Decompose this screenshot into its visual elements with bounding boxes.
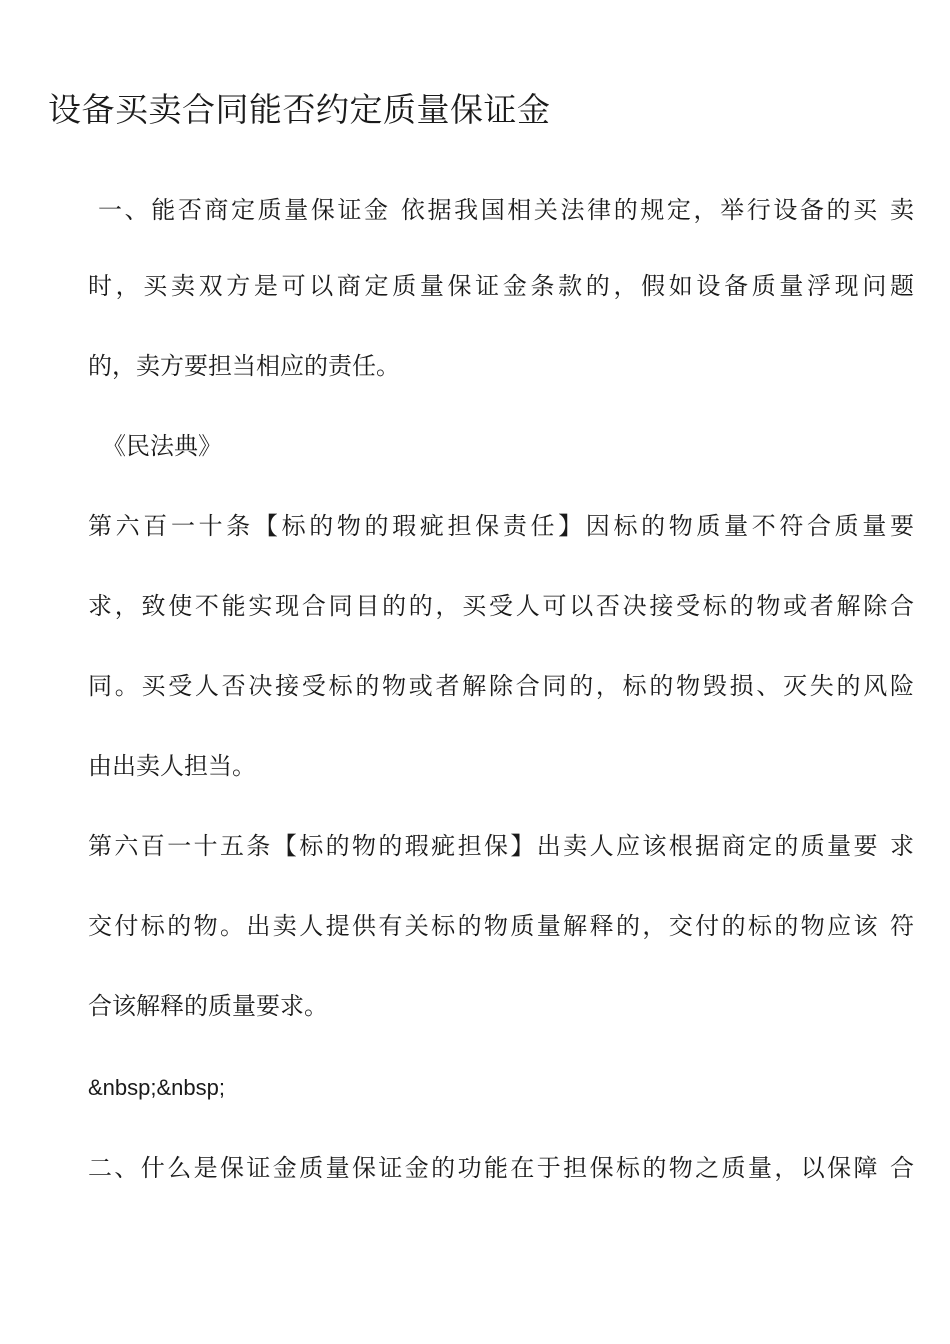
paragraph-line: 合该解释的质量要求。: [88, 992, 328, 1020]
paragraph-line: 的，卖方要担当相应的责任。: [88, 352, 400, 380]
paragraph-line: 第六百一十条【标的物的瑕疵担保责任】因标的物质量不符合质量要: [88, 512, 914, 540]
paragraph-line: 一、能否商定质量保证金 依据我国相关法律的规定，举行设备的买 卖: [98, 196, 914, 224]
paragraph-line: 求，致使不能实现合同目的的，买受人可以否决接受标的物或者解除合: [88, 592, 914, 620]
paragraph-line: &nbsp;&nbsp;: [88, 1075, 225, 1100]
paragraph-line: 时，买卖双方是可以商定质量保证金条款的，假如设备质量浮现问题: [88, 272, 914, 300]
paragraph-line: 二、什么是保证金质量保证金的功能在于担保标的物之质量，以保障 合: [88, 1154, 914, 1182]
document-title: 设备买卖合同能否约定质量保证金: [48, 90, 551, 129]
paragraph-line: 第六百一十五条【标的物的瑕疵担保】出卖人应该根据商定的质量要 求: [88, 832, 914, 860]
paragraph-line: 同。买受人否决接受标的物或者解除合同的，标的物毁损、灭失的风险: [88, 672, 914, 700]
paragraph-line: 《民法典》: [102, 432, 222, 460]
paragraph-line: 由出卖人担当。: [88, 752, 256, 780]
paragraph-line: 交付标的物。出卖人提供有关标的物质量解释的，交付的标的物应该 符: [88, 912, 914, 940]
